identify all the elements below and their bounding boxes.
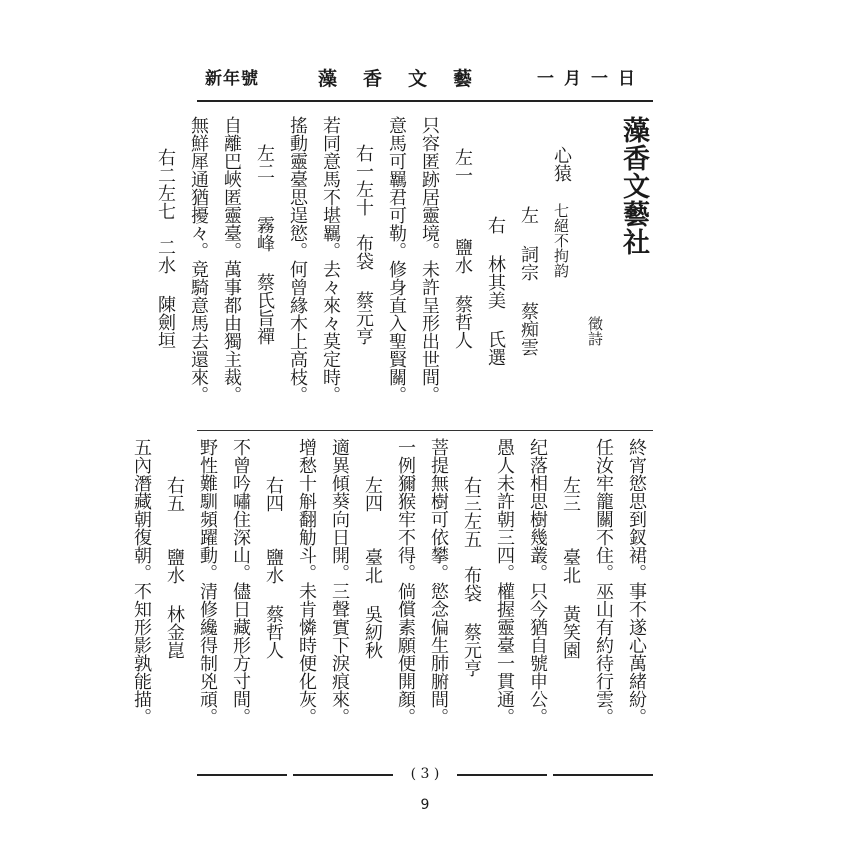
poem-line: 纪落相思樹幾叢。只今猶自號申公。: [527, 438, 548, 726]
footer-rule-right-2: [553, 774, 653, 776]
header-edition: 新年號: [205, 69, 259, 89]
poem-line: 搖動靈臺思逞慾。何曾緣木上高枝。: [287, 116, 308, 404]
poem-line: 若同意馬不堪羈。去々來々莫定時。: [320, 116, 341, 404]
poem-line: 一例獮猴牢不得。倘償素願便開顏。: [395, 438, 416, 726]
author-text: 臺北 黃笑園: [560, 548, 581, 659]
poem-line: 無鮮犀通猶擾々。竟騎意馬去還來。: [188, 116, 209, 404]
judge-left: 左 詞宗 蔡痴雲: [518, 206, 539, 356]
poem-line: 增愁十斛翻觔斗。未肯憐時便化灰。: [296, 438, 317, 726]
rank-text: 左三: [560, 476, 581, 512]
poem-line: 不曾吟嘯住深山。儘日藏形方寸間。: [230, 438, 251, 726]
header-magazine-title: 藻香文藝: [318, 68, 499, 90]
header-rule: [197, 100, 653, 102]
author-text: 布袋 蔡元亨: [353, 234, 374, 345]
rank-text: 右三左五: [461, 476, 482, 548]
rank-text: 右一左十: [353, 144, 374, 216]
rank-text: 左一: [452, 148, 473, 184]
top-section: [149, 116, 653, 412]
poem-title-text: 心猿: [551, 146, 572, 182]
rank-label: [356, 438, 389, 756]
page-number: ( 3 ): [410, 766, 440, 782]
rank-label: [149, 116, 182, 412]
author-text: 霧峰 蔡氏旨禪: [254, 216, 275, 345]
rank-label: [446, 116, 479, 412]
rank-label: [554, 438, 587, 756]
author-text: 鹽水 林金崑: [164, 548, 185, 659]
header-date: 一月一日: [537, 69, 645, 89]
poem-line: 適異傾葵向日開。三聲實下淚痕來。: [329, 438, 350, 726]
rank-label: [347, 116, 380, 412]
rank-text: 右二左七: [155, 148, 176, 220]
rank-text: 左二: [254, 144, 275, 180]
section-divider: [197, 430, 653, 431]
footer-rule-left-2: [293, 774, 393, 776]
poem-line: 只容匿跡居靈境。未許呈形出世間。: [419, 116, 440, 404]
rank-label: [257, 438, 290, 756]
author-text: 鹽水 蔡哲人: [452, 238, 473, 349]
poem-line: 自離巴峽匿靈臺。萬事都由獨主裁。: [221, 116, 242, 404]
author-text: 二水 陳劍垣: [155, 238, 176, 349]
footer-rule-left: [197, 774, 287, 776]
bottom-section: [125, 438, 653, 756]
poem-line: 五內潛藏朝復朝。不知形影孰能描。: [131, 438, 152, 726]
author-text: 鹽水 蔡哲人: [263, 548, 284, 659]
poem-line: 愚人未許朝三四。權握靈臺一貫通。: [494, 438, 515, 726]
rank-text: 右四: [263, 476, 284, 512]
rank-label: [455, 438, 488, 756]
poem-line: 野性難馴頻躍動。清修纔得制兇頑。: [197, 438, 218, 726]
poem-form: 七絕不拘韵: [552, 203, 570, 278]
footer-rule-right: [457, 774, 547, 776]
poem-line: 意馬可羈君可勒。修身直入聖賢關。: [386, 116, 407, 404]
folio-number: 9: [420, 797, 430, 813]
poem-line: 終宵慾思到釵裙。事不遂心萬緒紛。: [626, 438, 647, 726]
author-text: 臺北 吳紉秋: [362, 548, 383, 659]
poem-title: [545, 116, 578, 412]
call-for-poems: 徵詩: [586, 316, 604, 346]
society-title: 藻香文藝社: [618, 116, 649, 256]
rank-text: 右五: [164, 476, 185, 512]
author-text: 布袋 蔡元亨: [461, 566, 482, 677]
poem-line: 菩提無樹可依攀。慾念偏生肺腑間。: [428, 438, 449, 726]
rank-label: [158, 438, 191, 756]
rank-label: [248, 116, 281, 412]
poem-line: 任汝牢籠關不住。巫山有約待行雲。: [593, 438, 614, 726]
rank-text: 左四: [362, 476, 383, 512]
page-footer: [197, 764, 653, 784]
judge-right: 右 林其美 氏選: [485, 216, 506, 366]
